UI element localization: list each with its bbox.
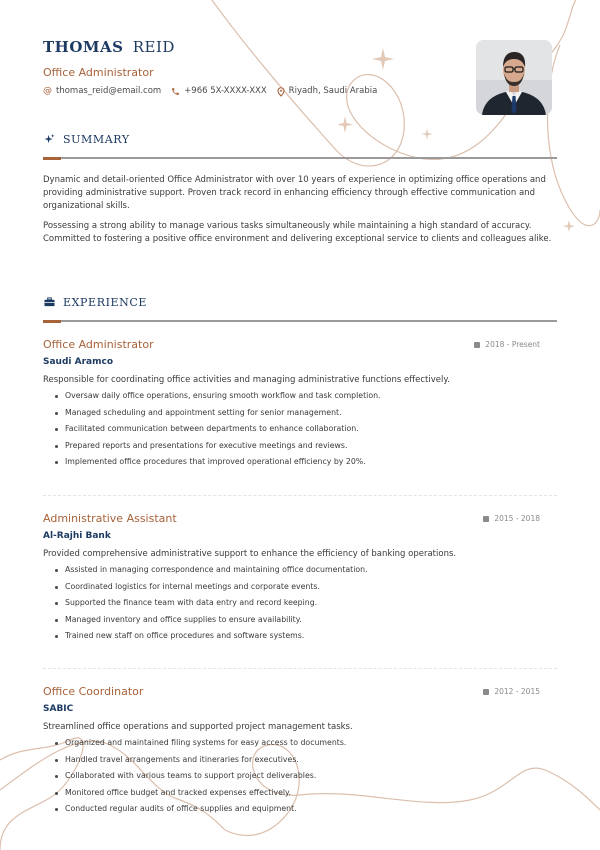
job-company: Saudi Aramco xyxy=(43,357,113,367)
bullet-item: Supported the finance team with data entry and record keeping. xyxy=(43,595,540,612)
experience-section-header xyxy=(43,295,557,322)
job-description: Streamlined office operations and supported project management tasks. xyxy=(43,722,353,732)
summary-section-header xyxy=(43,132,557,159)
resume-header xyxy=(43,38,383,97)
job-role: Office Administrator xyxy=(43,338,154,351)
experience-item xyxy=(43,512,540,645)
job-description: Provided comprehensive administrative support to enhance the efficiency of banking operations. xyxy=(43,549,457,559)
section-divider xyxy=(43,157,557,159)
section-divider xyxy=(43,320,557,322)
sparkle-icon xyxy=(563,220,575,232)
job-dates-text: 2015 - 2018 xyxy=(494,514,540,523)
bullet-item: Assisted in managing correspondence and maintaining office documentation. xyxy=(43,562,540,579)
bullet-item: Monitored office budget and tracked expenses effectively. xyxy=(43,785,540,802)
contact-phone xyxy=(171,86,266,97)
job-dates xyxy=(483,514,540,523)
job-dates xyxy=(474,340,540,349)
profile-photo xyxy=(476,40,552,115)
sparkle-icon xyxy=(337,116,353,133)
bullet-item: Conducted regular audits of office supplies and equipment. xyxy=(43,801,540,818)
phone-text: +966 5X-XXXX-XXX xyxy=(184,86,267,96)
job-dates xyxy=(483,687,540,696)
briefcase-icon xyxy=(43,296,55,308)
job-role: Office Coordinator xyxy=(43,685,144,698)
first-name: THOMAS xyxy=(43,38,124,56)
bullet-item: Collaborated with various teams to support project deliverables. xyxy=(43,768,540,785)
map-pin-icon xyxy=(277,87,285,97)
job-dates-text: 2018 - Present xyxy=(485,340,540,349)
bullet-item: Oversaw daily office operations, ensuring smooth workflow and task completion. xyxy=(43,388,540,405)
experience-item xyxy=(43,338,540,471)
bullet-item: Implemented office procedures that improved operational efficiency by 20%. xyxy=(43,454,540,471)
contact-location xyxy=(277,86,378,97)
location-text: Riyadh, Saudi Arabia xyxy=(288,86,378,96)
contact-email xyxy=(43,86,161,97)
bullet-item: Facilitated communication between departments to enhance collaboration. xyxy=(43,421,540,438)
summary-text xyxy=(43,174,557,246)
experience-heading: EXPERIENCE xyxy=(63,295,148,309)
bullet-item: Organized and maintained filing systems for easy access to documents. xyxy=(43,735,540,752)
job-company: Al-Rajhi Bank xyxy=(43,531,111,541)
job-description: Responsible for coordinating office activities and managing administrative functions effectively. xyxy=(43,375,450,385)
job-role: Administrative Assistant xyxy=(43,512,177,525)
email-text: thomas_reid@email.com xyxy=(56,86,162,96)
phone-icon xyxy=(171,87,180,96)
job-bullets xyxy=(43,562,540,645)
bullet-item: Managed scheduling and appointment setting for senior management. xyxy=(43,405,540,422)
summary-heading: SUMMARY xyxy=(63,132,130,146)
bullet-item: Handled travel arrangements and itineraries for executives. xyxy=(43,752,540,769)
summary-paragraph: Possessing a strong ability to manage various tasks simultaneously while maintaining a high standard of accuracy. Committed to fostering a positive office environment and delivering exceptional service to clients and colleagues alike. xyxy=(43,221,552,244)
item-divider xyxy=(43,668,557,669)
bullet-item: Prepared reports and presentations for executive meetings and reviews. xyxy=(43,438,540,455)
sparkle-icon xyxy=(43,133,55,145)
last-name: REID xyxy=(132,38,175,56)
full-name xyxy=(43,38,383,56)
job-title: Office Administrator xyxy=(43,66,154,79)
calendar-icon xyxy=(483,689,489,695)
bullet-item: Coordinated logistics for internal meetings and corporate events. xyxy=(43,579,540,596)
calendar-icon xyxy=(474,342,480,348)
at-sign-icon: @ xyxy=(43,86,52,96)
summary-paragraph: Dynamic and detail-oriented Office Administrator with over 10 years of experience in optimizing office operations and providing administrative support. Proven track record in enhancing efficiency through effective communication and organizational skills. xyxy=(43,175,546,211)
experience-item xyxy=(43,685,540,818)
job-bullets xyxy=(43,735,540,818)
job-company: SABIC xyxy=(43,704,74,714)
contact-info xyxy=(43,86,383,97)
job-bullets xyxy=(43,388,540,471)
bullet-item: Managed inventory and office supplies to ensure availability. xyxy=(43,612,540,629)
calendar-icon xyxy=(483,516,489,522)
item-divider xyxy=(43,495,557,496)
bullet-item: Trained new staff on office procedures and software systems. xyxy=(43,628,540,645)
job-dates-text: 2012 - 2015 xyxy=(494,687,540,696)
